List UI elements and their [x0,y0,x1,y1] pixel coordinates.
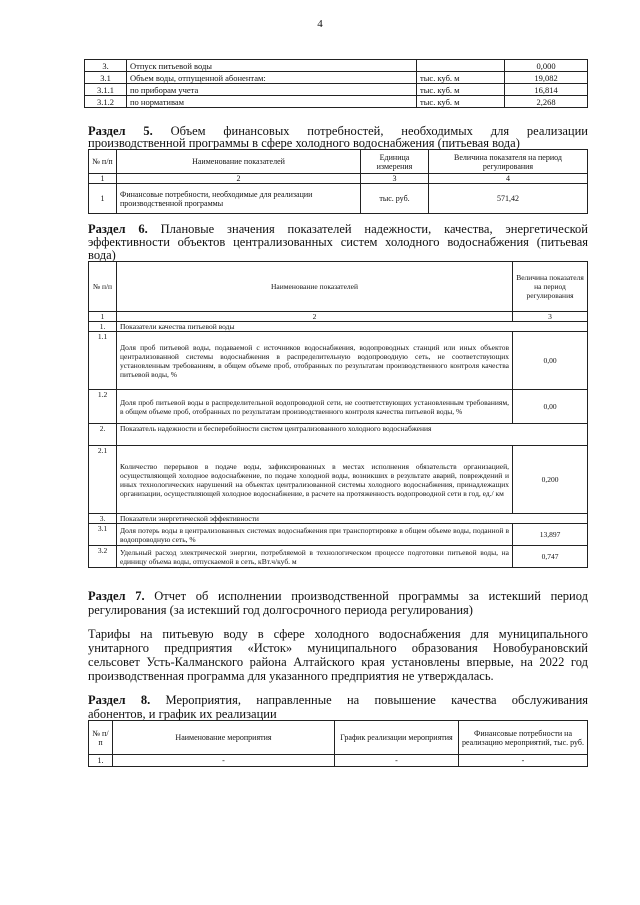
row-name: - [113,755,335,767]
header-name: Наименование показателей [117,262,513,312]
row-value: 0,00 [513,332,588,390]
section6-table [88,261,588,568]
row-value: 0,200 [513,446,588,514]
row-value: 0,00 [513,390,588,424]
section7-heading-line1: Раздел 7. Отчет об исполнении производственной программы за истекший период [88,589,589,603]
row-number: 2. [89,424,117,446]
row-name: Отпуск питьевой воды [127,60,417,72]
row-value: 2,268 [505,96,588,108]
row-unit [417,60,505,72]
col-number: 1 [89,174,117,184]
table-row [89,322,588,332]
table-row [85,60,588,72]
header-name: Наименование мероприятия [113,721,335,755]
header-value: Величина показателя на период регулирования [513,262,588,312]
col-number: 4 [429,174,588,184]
section6-heading-line2: эффективности объектов централизованных систем холодного водоснабжения (питьевая [88,235,588,249]
table-row [89,332,588,390]
table-row [85,84,588,96]
row-number: 3.2 [89,546,117,568]
row-name: Доля проб питьевой воды в распределительной водопроводной сети, не соответствующих установленным требованиям, в общем объеме проб, отобранных по результатам производственного контроля качества питьевой воды, % [117,390,513,424]
row-name: по нормативам [127,96,417,108]
header-num: № п/п [89,150,117,174]
section5-table [88,149,588,214]
col-number: 2 [117,312,513,322]
header-name: Наименование показателей [117,150,361,174]
row-unit: тыс. куб. м [417,96,505,108]
row-number: 3.1.1 [85,84,127,96]
row-name: Показатели качества питьевой воды [117,322,588,332]
row-value: 13,897 [513,524,588,546]
section8-heading-line1: Раздел 8. Мероприятия, направленные на повышение качества обслуживания [88,693,589,707]
table-row [89,524,588,546]
table-row [85,96,588,108]
row-number: 3. [85,60,127,72]
tariff-paragraph-line1: Тарифы на питьевую воду в сфере холодного водоснабжения для муниципального [88,627,588,641]
row-number: 3.1 [85,72,127,84]
row-number: 1. [89,755,113,767]
row-number: 1.2 [89,390,117,424]
table-row [89,755,588,767]
row-unit: тыс. руб. [361,184,429,214]
table-row [89,446,588,514]
row-number: 3.1 [89,524,117,546]
header-schedule: График реализации мероприятия [335,721,459,755]
section7-heading-line2: регулирования (за истекший год долгосрочного периода регулирования) [88,603,473,617]
row-schedule: - [335,755,459,767]
row-name: Показатель надежности и бесперебойности систем централизованного холодного водоснабжения [117,424,588,446]
row-name: Объем воды, отпущенной абонентам: [127,72,417,84]
section6-heading-line3: вода) [88,248,116,262]
header-num: № п/п [89,262,117,312]
section5-heading-line2: производственной программы в сфере холодного водоснабжения (питьевая вода) [88,136,520,150]
row-number: 3. [89,514,117,524]
header-unit: Единица измерения [361,150,429,174]
row-number: 2.1 [89,446,117,514]
col-number: 2 [117,174,361,184]
page-number: 4 [317,18,323,30]
row-value: 16,814 [505,84,588,96]
tariff-paragraph-line3: сельсовет Усть-Калманского района Алтайского края установлены впервые, на 2022 год [88,655,588,669]
tariff-paragraph-line2: унитарного предприятия «Исток» муниципального образования Новобурановский [88,641,588,655]
section5-heading-line1: Раздел 5. Объем финансовых потребностей, необходимых для реализации [88,124,588,138]
section8-heading-line2: абонентов, и график их реализации [88,707,277,721]
col-number: 1 [89,312,117,322]
row-name: Показатели энергетической эффективности [117,514,588,524]
header-finance: Финансовые потребности на реализацию мероприятий, тыс. руб. [459,721,588,755]
row-name: Количество перерывов в подаче воды, зафиксированных в местах исполнения обязательств организацией, осуществляющей холодное водоснабжение, по подаче холодной воды, возникших в результате аварий, повреждений и иных технологических нарушений на объектах централизованной системы холодного водоснабжения, принадлежащих организации, осуществляющей холодное водоснабжение, в расчете на протяженность водопроводной сети в год, ед./ км [117,446,513,514]
row-name: Доля проб питьевой воды, подаваемой с источников водоснабжения, водопроводных станций или иных объектов централизованной системы водоснабжения в распределительную водопроводную сеть, не соответствующих установленным требованиям, в общем объеме проб, отобранных по результатам производственного контроля качества питьевой воды, % [117,332,513,390]
row-value: 0,000 [505,60,588,72]
row-name: Финансовые потребности, необходимые для реализации производственной программы [117,184,361,214]
section6-heading-line1: Раздел 6. Плановые значения показателей надежности, качества, энергетической [88,222,589,236]
header-num: № п/п [89,721,113,755]
col-number: 3 [513,312,588,322]
row-unit: тыс. куб. м [417,84,505,96]
row-unit: тыс. куб. м [417,72,505,84]
row-name: Доля потерь воды в централизованных системах водоснабжения при транспортировке в общем объеме воды, поданной в водопроводную сеть, % [117,524,513,546]
header-value: Величина показателя на период регулирования [429,150,588,174]
row-number: 1 [89,184,117,214]
row-value: 0,747 [513,546,588,568]
water-supply-table [84,59,588,108]
row-name: Удельный расход электрической энергии, потребляемой в технологическом процессе подготовки питьевой воды, на единицу объема воды, отпускаемой в сеть, кВт.ч/куб. м [117,546,513,568]
table-row [89,546,588,568]
row-name: по приборам учета [127,84,417,96]
row-value: 571,42 [429,184,588,214]
table-row [85,72,588,84]
tariff-paragraph-line4: производственная программа для указанного предприятия не утверждалась. [88,669,494,683]
col-number: 3 [361,174,429,184]
table-row [89,424,588,446]
section8-table [88,720,588,767]
table-row [89,390,588,424]
table-row [89,514,588,524]
row-value: 19,082 [505,72,588,84]
row-number: 1. [89,322,117,332]
row-finance: - [459,755,588,767]
row-number: 1.1 [89,332,117,390]
row-number: 3.1.2 [85,96,127,108]
table-row [89,184,588,214]
